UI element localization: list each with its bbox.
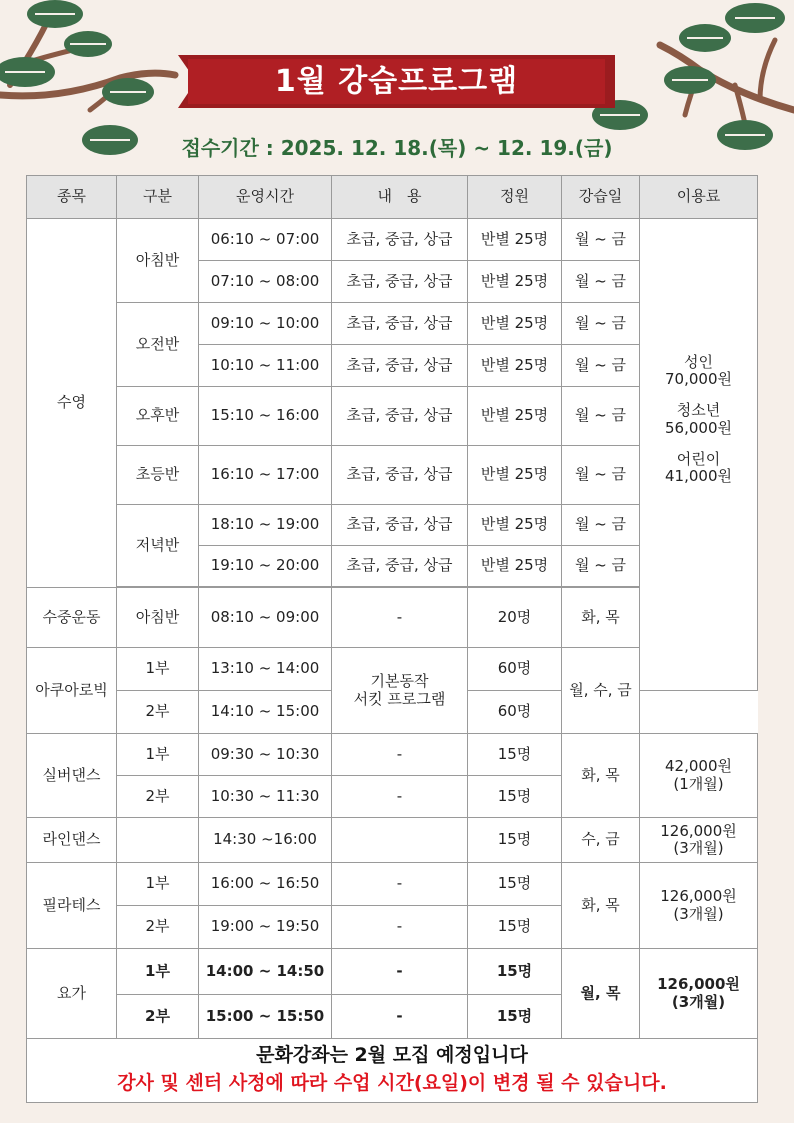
fee-adult: 70,000원 xyxy=(665,370,732,388)
time-cell: 09:10 ~ 10:00 xyxy=(199,303,332,345)
capacity-cell: 20명 xyxy=(468,588,562,648)
content-cell: - xyxy=(332,995,468,1039)
time-cell: 13:10 ~ 14:00 xyxy=(199,648,332,691)
capacity-cell: 60명 xyxy=(468,648,562,691)
fee-amount: 126,000원 xyxy=(660,821,737,840)
capacity-cell: 반별 25명 xyxy=(468,261,562,303)
time-cell: 14:30 ~16:00 xyxy=(199,818,332,863)
capacity-cell: 60명 xyxy=(468,691,562,734)
capacity-cell: 반별 25명 xyxy=(468,219,562,261)
content-cell: 초급, 중급, 상급 xyxy=(332,446,468,505)
capacity-cell: 15명 xyxy=(468,863,562,906)
capacity-cell: 반별 25명 xyxy=(468,303,562,345)
days-cell: 화, 목 xyxy=(562,734,640,818)
content-cell: - xyxy=(332,734,468,776)
fee-cell xyxy=(640,734,758,818)
fee-period: (3개월) xyxy=(673,904,724,923)
header-fee: 이용료 xyxy=(640,176,758,219)
registration-period: 접수기간 : 2025. 12. 18.(목) ~ 12. 19.(금) xyxy=(181,136,613,160)
fee-amount: 126,000원 xyxy=(660,887,737,906)
sport-silver: 실버댄스 xyxy=(27,734,117,818)
header-capacity: 정원 xyxy=(468,176,562,219)
sport-aqua: 수중운동 xyxy=(27,588,117,648)
sport-yoga: 요가 xyxy=(27,949,117,1039)
class-cell: 2부 xyxy=(117,776,199,818)
content-cell: 초급, 중급, 상급 xyxy=(332,303,468,345)
content-line: 기본동작 xyxy=(370,672,429,691)
capacity-cell: 반별 25명 xyxy=(468,505,562,546)
fee-amount: 126,000원 xyxy=(657,975,740,994)
notice-schedule-change: 강사 및 센터 사정에 따라 수업 시간(요일)이 변경 될 수 있습니다. xyxy=(117,1071,667,1094)
content-cell: 초급, 중급, 상급 xyxy=(332,261,468,303)
class-cell xyxy=(117,818,199,863)
capacity-cell: 반별 25명 xyxy=(468,546,562,587)
sport-swim: 수영 xyxy=(27,219,117,588)
days-cell: 월, 목 xyxy=(562,949,640,1039)
fee-cell xyxy=(640,863,758,949)
time-cell: 16:10 ~ 17:00 xyxy=(199,446,332,505)
header-sport: 종목 xyxy=(27,176,117,219)
fee-amount: 42,000원 xyxy=(665,757,732,776)
content-cell: - xyxy=(332,906,468,949)
fee-cell xyxy=(640,949,758,1039)
class-cell: 1부 xyxy=(117,863,199,906)
notes-cell xyxy=(27,1039,758,1103)
time-cell: 10:10 ~ 11:00 xyxy=(199,345,332,387)
class-am: 오전반 xyxy=(117,303,199,387)
class-cell: 2부 xyxy=(117,906,199,949)
fee-period: (3개월) xyxy=(671,992,726,1011)
time-cell: 14:10 ~ 15:00 xyxy=(199,691,332,734)
content-cell: 초급, 중급, 상급 xyxy=(332,219,468,261)
content-cell: 초급, 중급, 상급 xyxy=(332,546,468,587)
table-row xyxy=(27,818,758,863)
fee-teen-label: 청소년 xyxy=(676,401,721,420)
time-cell: 10:30 ~ 11:30 xyxy=(199,776,332,818)
sport-aerobic: 아쿠아로빅 xyxy=(27,648,117,734)
days-cell: 월, 수, 금 xyxy=(562,648,640,734)
time-cell: 18:10 ~ 19:00 xyxy=(199,505,332,546)
time-cell: 07:10 ~ 08:00 xyxy=(199,261,332,303)
class-cell: 2부 xyxy=(117,691,199,734)
content-cell xyxy=(332,648,468,734)
header-time: 운영시간 xyxy=(199,176,332,219)
content-line: 서킷 프로그램 xyxy=(353,689,446,708)
table-row xyxy=(27,219,758,261)
fee-child: 41,000원 xyxy=(665,467,732,485)
class-cell: 1부 xyxy=(117,648,199,691)
days-cell: 월 ~ 금 xyxy=(562,446,640,505)
capacity-cell: 반별 25명 xyxy=(468,387,562,446)
days-cell: 월 ~ 금 xyxy=(562,303,640,345)
class-evening: 저녁반 xyxy=(117,505,199,587)
sport-line: 라인댄스 xyxy=(27,818,117,863)
capacity-cell: 15명 xyxy=(468,995,562,1039)
time-cell: 14:00 ~ 14:50 xyxy=(199,949,332,995)
time-cell: 15:10 ~ 16:00 xyxy=(199,387,332,446)
fee-period: (3개월) xyxy=(673,839,724,857)
capacity-cell: 15명 xyxy=(468,818,562,863)
content-cell: - xyxy=(332,588,468,648)
header-class: 구분 xyxy=(117,176,199,219)
days-cell: 월 ~ 금 xyxy=(562,387,640,446)
fee-adult-label: 성인 xyxy=(684,352,713,371)
capacity-cell: 15명 xyxy=(468,906,562,949)
capacity-cell: 15명 xyxy=(468,949,562,995)
page-title: 1월 강습프로그램 xyxy=(274,64,519,99)
time-cell: 08:10 ~ 09:00 xyxy=(199,588,332,648)
content-cell: - xyxy=(332,949,468,995)
capacity-cell: 반별 25명 xyxy=(468,345,562,387)
fee-period: (1개월) xyxy=(673,774,724,793)
header-content: 내 용 xyxy=(332,176,468,219)
notes-row xyxy=(27,1039,758,1103)
capacity-cell: 반별 25명 xyxy=(468,446,562,505)
days-cell: 월 ~ 금 xyxy=(562,546,640,587)
time-cell: 19:00 ~ 19:50 xyxy=(199,906,332,949)
content-cell xyxy=(332,818,468,863)
sport-pilates: 필라테스 xyxy=(27,863,117,949)
fee-cell xyxy=(640,818,758,863)
days-cell: 화, 목 xyxy=(562,588,640,648)
days-cell: 월 ~ 금 xyxy=(562,505,640,546)
class-pm: 오후반 xyxy=(117,387,199,446)
time-cell: 09:30 ~ 10:30 xyxy=(199,734,332,776)
capacity-cell: 15명 xyxy=(468,734,562,776)
class-cell: 1부 xyxy=(117,734,199,776)
days-cell: 월 ~ 금 xyxy=(562,261,640,303)
table-row xyxy=(27,949,758,995)
class-morning: 아침반 xyxy=(117,219,199,303)
capacity-cell: 15명 xyxy=(468,776,562,818)
class-cell: 아침반 xyxy=(117,588,199,648)
days-cell: 수, 금 xyxy=(562,818,640,863)
time-cell: 16:00 ~ 16:50 xyxy=(199,863,332,906)
fee-child-label: 어린이 xyxy=(676,449,721,468)
days-cell: 화, 목 xyxy=(562,863,640,949)
days-cell: 월 ~ 금 xyxy=(562,345,640,387)
program-schedule-table xyxy=(26,175,758,1103)
time-cell: 15:00 ~ 15:50 xyxy=(199,995,332,1039)
swim-fee-cell xyxy=(640,219,758,691)
header-days: 강습일 xyxy=(562,176,640,219)
class-kids: 초등반 xyxy=(117,446,199,505)
content-cell: 초급, 중급, 상급 xyxy=(332,505,468,546)
content-cell: - xyxy=(332,863,468,906)
table-row xyxy=(27,863,758,906)
time-cell: 06:10 ~ 07:00 xyxy=(199,219,332,261)
class-cell: 1부 xyxy=(117,949,199,995)
content-cell: 초급, 중급, 상급 xyxy=(332,387,468,446)
table-header-row xyxy=(27,176,758,219)
class-cell: 2부 xyxy=(117,995,199,1039)
days-cell: 월 ~ 금 xyxy=(562,219,640,261)
notice-culture-class: 문화강좌는 2월 모집 예정입니다 xyxy=(256,1044,528,1066)
fee-teen: 56,000원 xyxy=(665,418,732,437)
content-cell: 초급, 중급, 상급 xyxy=(332,345,468,387)
content-cell: - xyxy=(332,776,468,818)
table-row xyxy=(27,734,758,776)
time-cell: 19:10 ~ 20:00 xyxy=(199,546,332,587)
